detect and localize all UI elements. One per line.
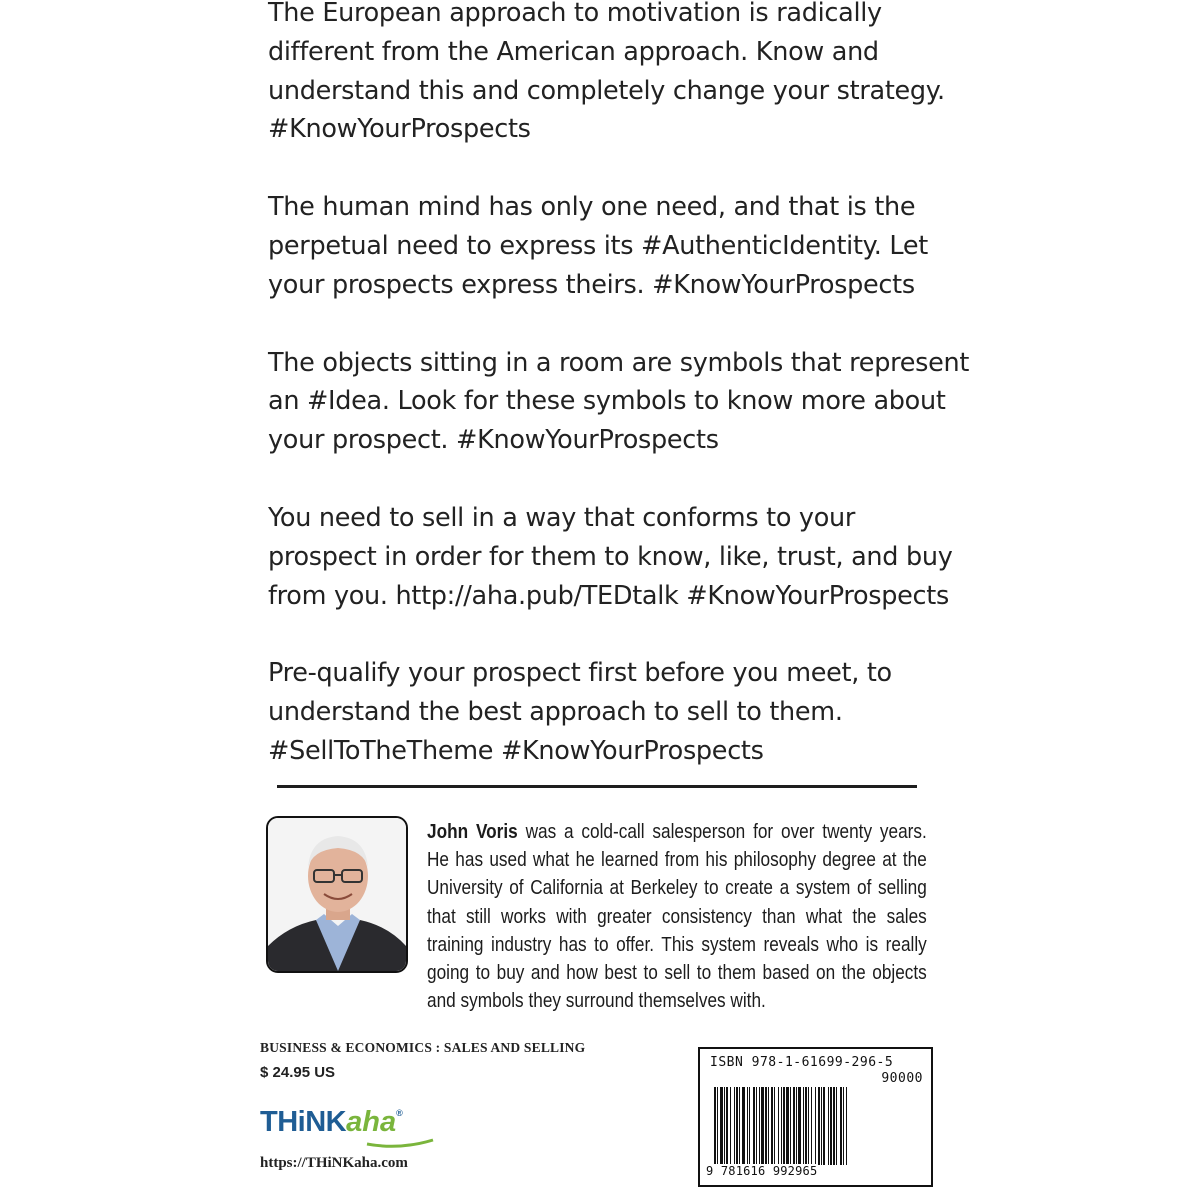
quote-line: Pre-qualify your prospect first before you meet, to: [268, 658, 892, 689]
barcode-bar: [818, 1087, 820, 1165]
logo-aha-text: aha: [346, 1106, 397, 1138]
barcode-bar: [717, 1087, 718, 1165]
quote-line: understand this and completely change your strategy.: [268, 75, 945, 106]
quote-line: perpetual need to express its #AuthenticIdentity. Let: [268, 230, 928, 261]
barcode-bar: [808, 1087, 809, 1165]
barcode-bar: [724, 1087, 725, 1165]
barcode-bar: [803, 1087, 804, 1165]
barcode-bar: [739, 1087, 740, 1165]
bio-line: University of California at Berkeley to create a system of selling: [427, 876, 927, 900]
section-divider: [277, 785, 917, 788]
barcode-bar: [778, 1087, 779, 1165]
barcode-bar: [796, 1087, 797, 1165]
barcode-bars: [714, 1087, 919, 1165]
barcode-bar: [786, 1087, 789, 1165]
quote-line: #SellToTheTheme #KnowYourProspects: [268, 735, 764, 766]
barcode-bar: [790, 1087, 791, 1165]
bio-line: that still works with greater consistency than what the sales: [427, 904, 927, 928]
isbn-barcode: [698, 1047, 933, 1187]
barcode-bar: [793, 1087, 795, 1165]
quote-2: [268, 188, 948, 304]
barcode-bar: [821, 1087, 822, 1165]
bio-line: going to buy and how best to sell to them based on the objects: [427, 961, 927, 985]
author-name: John Voris: [427, 820, 518, 843]
barcode-bar: [730, 1087, 731, 1165]
barcode-bar: [811, 1087, 812, 1165]
publisher-website: https://THiNKaha.com: [260, 1155, 408, 1171]
quote-3: [268, 344, 970, 460]
quote-4: [268, 499, 953, 615]
quote-line: The human mind has only one need, and that is the: [268, 192, 916, 223]
barcode-bar: [828, 1087, 829, 1165]
quote-line: different from the American approach. Know and: [268, 36, 879, 67]
barcode-bar: [846, 1087, 847, 1165]
barcode-bar: [756, 1087, 757, 1165]
barcode-bar: [736, 1087, 738, 1165]
barcode-bar: [747, 1087, 748, 1165]
barcode-bar: [761, 1087, 764, 1165]
quote-line: The European approach to motivation is radically: [268, 0, 882, 28]
quote-line: your prospects express theirs. #KnowYourProspects: [268, 269, 915, 300]
book-category: BUSINESS & ECONOMICS : SALES AND SELLING: [260, 1040, 586, 1055]
quotes-section: [268, 0, 970, 810]
quote-line: an #Idea. Look for these symbols to know more about: [268, 386, 946, 417]
bio-line-text: was a cold-call salesperson for over twenty years.: [517, 820, 927, 843]
logo-registered-mark: ®: [396, 1108, 403, 1118]
quote-line: The objects sitting in a room are symbols that represent: [268, 347, 970, 378]
barcode-bar: [833, 1087, 835, 1165]
barcode-bar: [771, 1087, 773, 1165]
quote-line: from you. http://aha.pub/TEDtalk #KnowYourProspects: [268, 580, 949, 611]
author-photo: [266, 816, 408, 973]
bio-line: He has used what he learned from his philosophy degree at the: [427, 848, 927, 872]
barcode-bar: [805, 1087, 807, 1165]
quote-1: [268, 0, 948, 149]
barcode-bar: [714, 1087, 716, 1165]
barcode-bar: [768, 1087, 769, 1165]
author-bio: [427, 818, 927, 1015]
barcode-bar: [798, 1087, 801, 1165]
quote-line: You need to sell in a way that conforms to your: [268, 502, 856, 533]
quote-5: [268, 654, 948, 770]
barcode-bar: [720, 1087, 723, 1165]
barcode-bar: [726, 1087, 728, 1165]
barcode-bar: [734, 1087, 735, 1165]
quote-line: #KnowYourProspects: [268, 114, 531, 145]
barcode-bar: [843, 1087, 844, 1165]
quote-line: understand the best approach to sell to them.: [268, 697, 843, 728]
barcode-bar: [840, 1087, 842, 1165]
book-price: $ 24.95 US: [260, 1064, 336, 1081]
quote-line: prospect in order for them to know, like, trust, and buy: [268, 541, 953, 572]
barcode-bar: [765, 1087, 767, 1165]
barcode-bar: [742, 1087, 745, 1165]
barcode-bar: [836, 1087, 837, 1165]
barcode-bar: [815, 1087, 816, 1165]
barcode-bar: [774, 1087, 775, 1165]
barcode-bar: [830, 1087, 832, 1165]
bio-line: training industry has to offer. This system reveals who is really: [427, 932, 927, 956]
barcode-bar: [759, 1087, 760, 1165]
ean-number: 9 781616 992965: [706, 1164, 818, 1178]
barcode-bar: [753, 1087, 755, 1165]
barcode-bar: [783, 1087, 785, 1165]
barcode-bar: [749, 1087, 750, 1165]
quote-line: your prospect. #KnowYourProspects: [268, 425, 719, 456]
barcode-bar: [781, 1087, 782, 1165]
logo-think-text: THiNK: [260, 1106, 347, 1138]
barcode-price-code: 90000: [881, 1071, 923, 1086]
isbn-number: ISBN 978-1-61699-296-5: [710, 1055, 894, 1070]
barcode-bar: [823, 1087, 825, 1165]
logo-swoosh-icon: [365, 1138, 435, 1148]
bio-line: and symbols they surround themselves with.: [427, 989, 766, 1013]
publisher-logo: [260, 1106, 403, 1146]
bio-line: [427, 818, 927, 846]
